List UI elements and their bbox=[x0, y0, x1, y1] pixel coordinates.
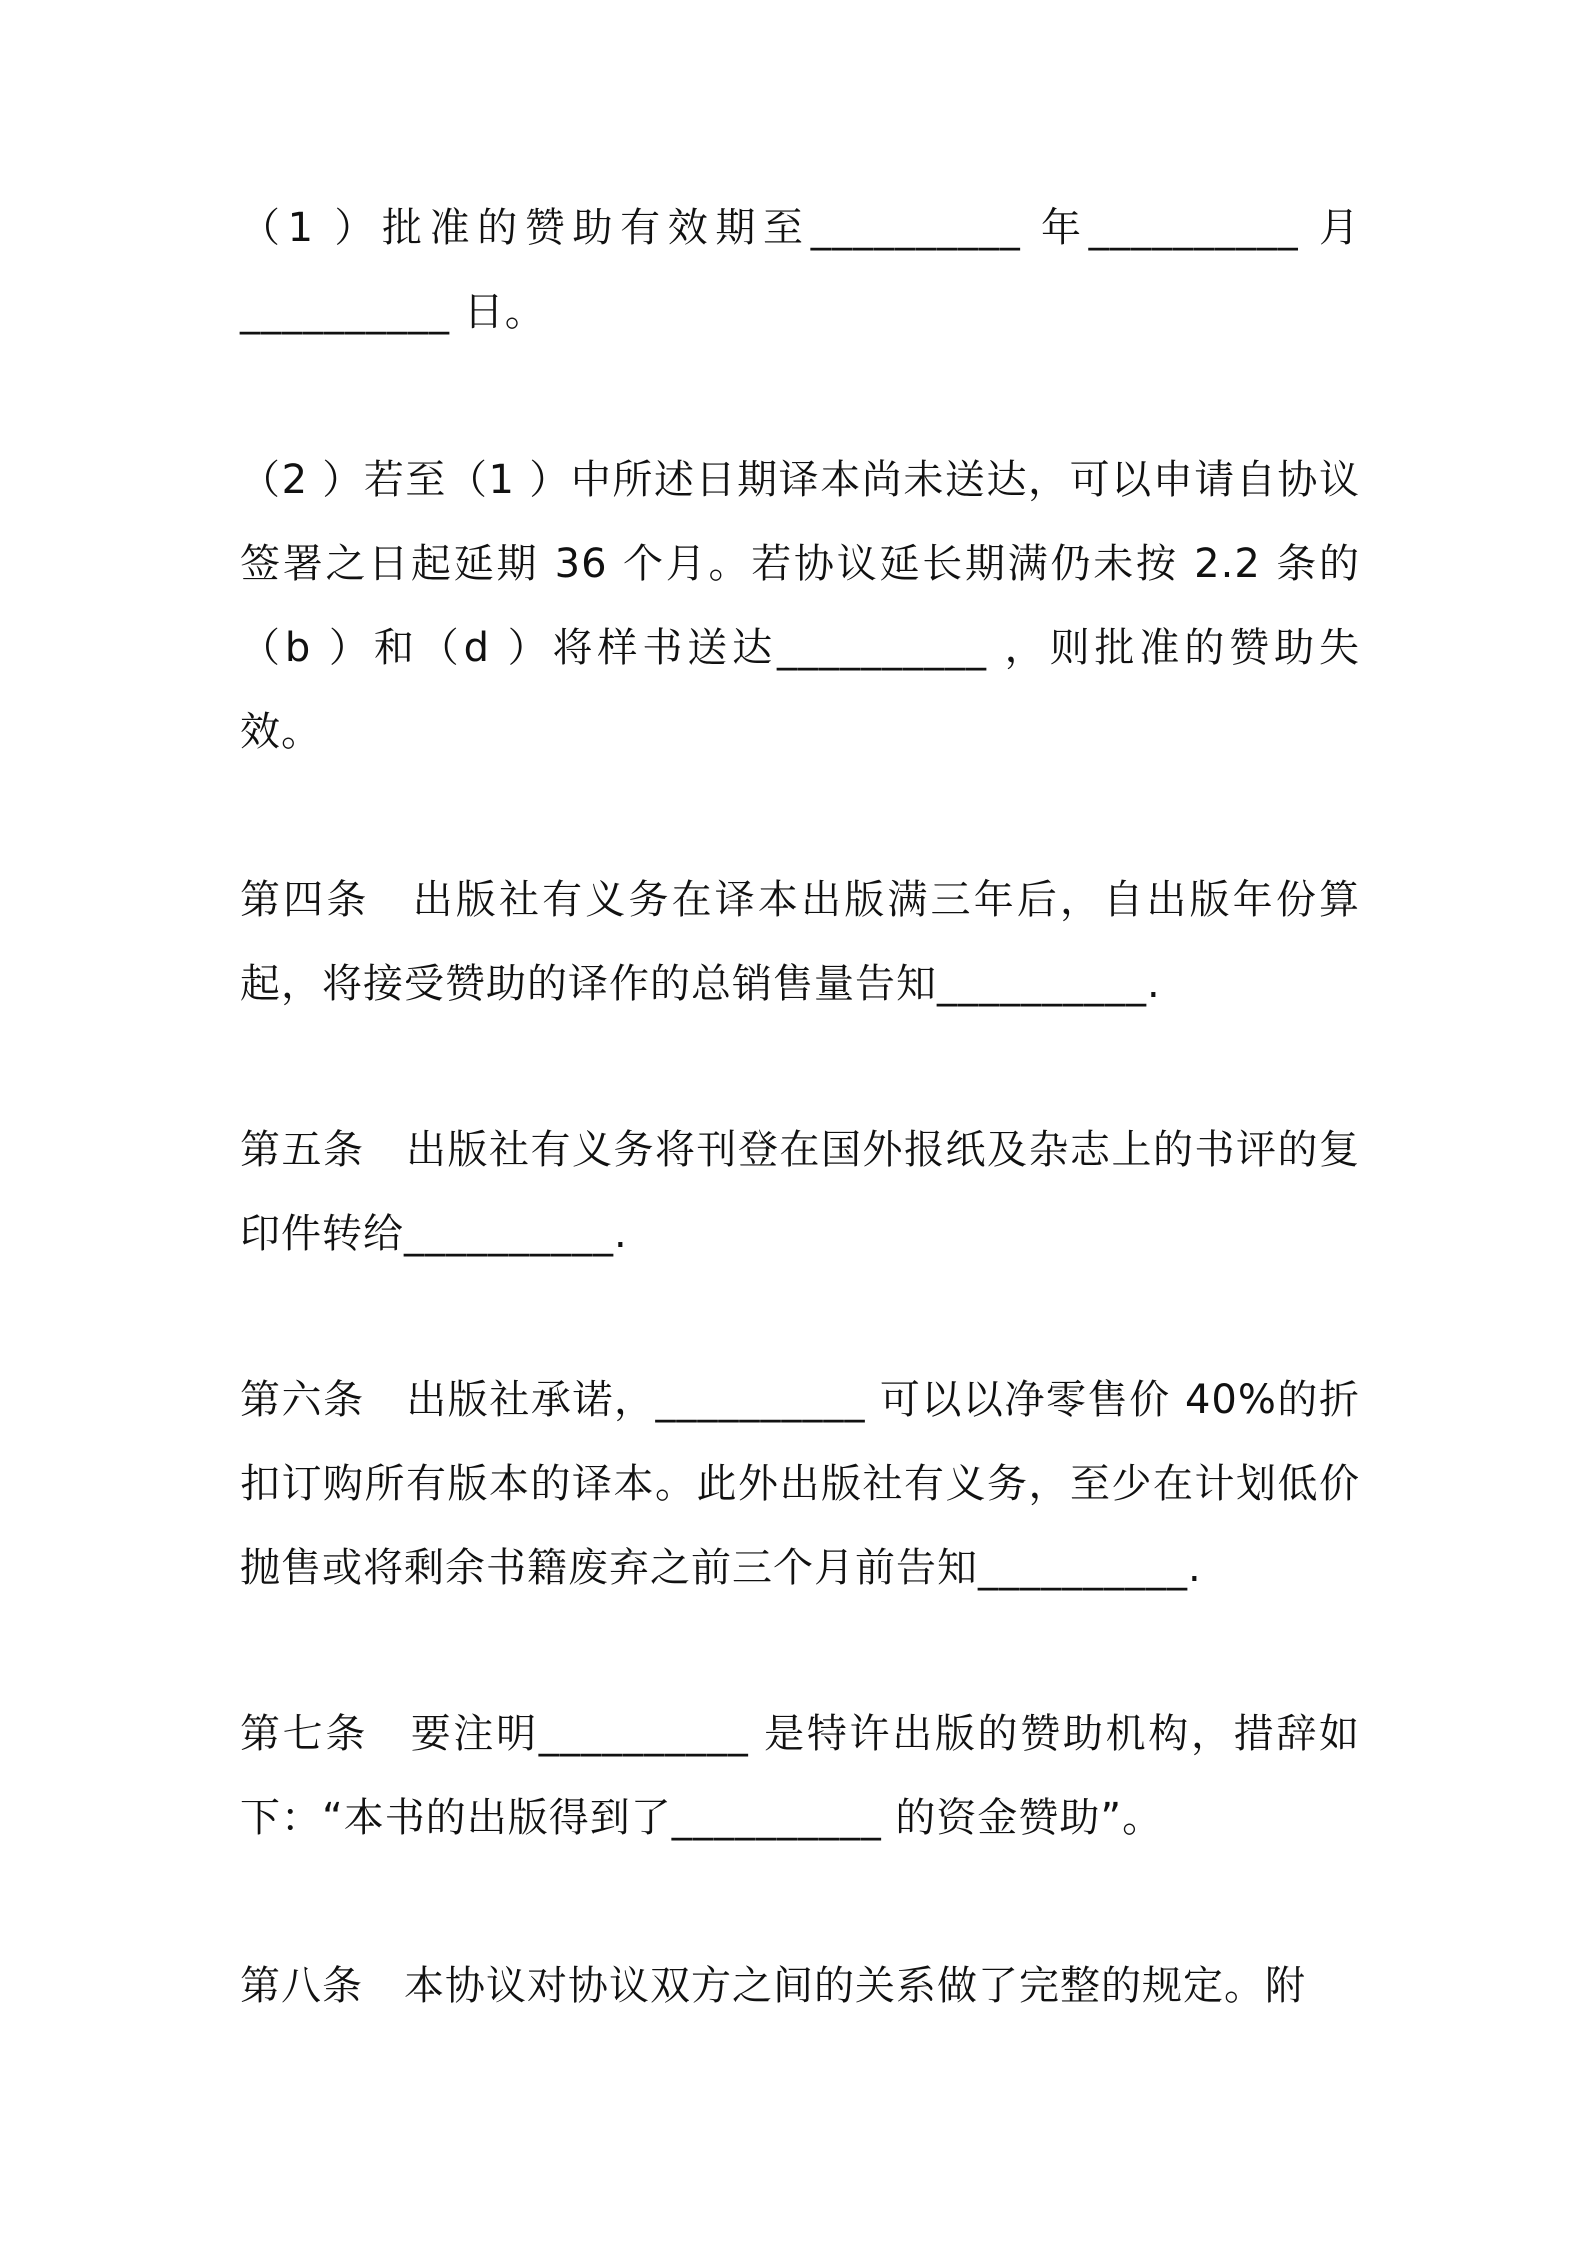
paragraph-article-7: 第七条 要注明__________ 是特许出版的赞助机构，措辞如下：“本书的出版得到了__________ 的资金赞助”。 bbox=[240, 1711, 1360, 1841]
paragraph-article-8: 第八条 本协议对协议双方之间的关系做了完整的规定。附 bbox=[240, 1963, 1306, 2009]
paragraph-grant-validity: （1 ）批准的赞助有效期至__________ 年__________ 月__________ 日。 bbox=[240, 205, 1360, 335]
paragraph-article-5: 第五条 出版社有义务将刊登在国外报纸及杂志上的书评的复印件转给__________. bbox=[240, 1127, 1360, 1257]
paragraph-article-6: 第六条 出版社承诺，__________ 可以以净零售价 40%的折扣订购所有版本的译本。此外出版社有义务，至少在计划低价抛售或将剩余书籍废弃之前三个月前告知__________. bbox=[240, 1377, 1360, 1591]
paragraph-article-4: 第四条 出版社有义务在译本出版满三年后，自出版年份算起，将接受赞助的译作的总销售量告知__________. bbox=[240, 877, 1360, 1007]
paragraph-extension: （2 ）若至（1 ）中所述日期译本尚未送达，可以申请自协议签署之日起延期 36 个月。若协议延长期满仍未按 2.2 条的（b ）和（d ）将样书送达__________ ，则批准的赞助失效。 bbox=[240, 457, 1360, 755]
